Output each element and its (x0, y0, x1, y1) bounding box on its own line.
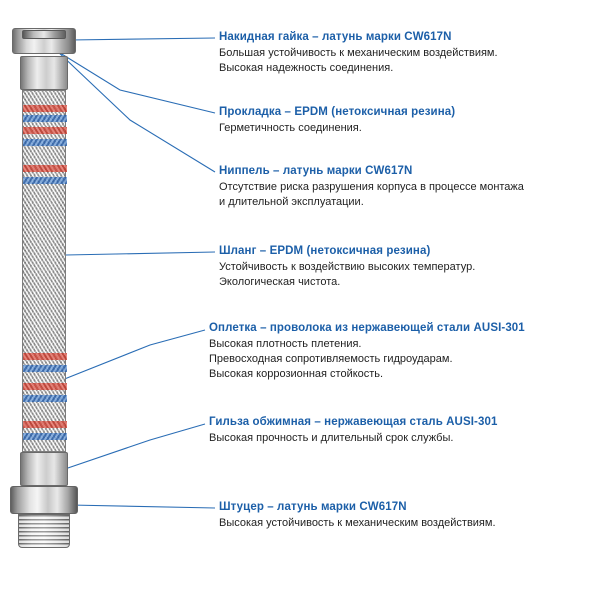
braid-stripe-red (23, 421, 67, 428)
callout-nipple (219, 165, 524, 210)
braid-stripe-red (23, 353, 67, 360)
part-braid (22, 90, 66, 452)
braid-stripe-blue (23, 115, 67, 122)
callout-hose-line-1: Устойчивость к воздействию высоких температур. (219, 261, 476, 273)
part-fitting-thread (18, 514, 70, 548)
callout-sleeve (209, 416, 497, 446)
part-fitting-hex (10, 486, 78, 514)
braid-stripe-blue (23, 433, 67, 440)
braid-stripe-red (23, 105, 67, 112)
callout-braid-line-3: Высокая коррозионная стойкость. (209, 368, 384, 380)
callout-sleeve-line-1: Высокая прочность и длительный срок службы. (209, 432, 454, 444)
product-illustration (0, 0, 120, 600)
callout-braid-line-2: Превосходная сопротивляемость гидроударам. (209, 353, 453, 365)
part-sleeve-bottom (20, 452, 68, 486)
braid-stripe-blue (23, 177, 67, 184)
callout-hose (219, 245, 475, 290)
braid-stripe-blue (23, 365, 67, 372)
callout-sleeve-title: Гильза обжимная – нержавеющая сталь AUSI-301 (209, 416, 498, 428)
callout-nut (219, 31, 498, 76)
callout-fitting-line-1: Высокая устойчивость к механическим воздействиям. (219, 517, 496, 529)
braid-stripe-red (23, 383, 67, 390)
part-gasket (22, 30, 66, 39)
braid-stripe-red (23, 127, 67, 134)
callout-fitting (219, 501, 496, 531)
part-sleeve-top (20, 56, 68, 90)
callout-hose-line-2: Экологическая чистота. (219, 276, 341, 288)
braid-stripe-blue (23, 395, 67, 402)
callout-braid-title: Оплетка – проволока из нержавеющей стали AUSI-301 (209, 322, 525, 334)
callout-nut-line-1: Большая устойчивость к механическим воздействиям. (219, 47, 498, 59)
callout-nut-title: Накидная гайка – латунь марки CW617N (219, 31, 452, 43)
callout-fitting-title: Штуцер – латунь марки CW617N (219, 501, 407, 513)
callout-nipple-title: Ниппель – латунь марки CW617N (219, 165, 413, 177)
callout-nipple-line-2: и длительной эксплуатации. (219, 196, 364, 208)
callout-braid-line-1: Высокая плотность плетения. (209, 338, 362, 350)
callout-braid (209, 322, 525, 382)
braid-stripe-red (23, 165, 67, 172)
callout-gasket-line-1: Герметичность соединения. (219, 122, 362, 134)
callout-hose-title: Шланг – EPDM (нетоксичная резина) (219, 245, 431, 257)
callout-gasket (219, 106, 455, 136)
callout-nipple-line-1: Отсутствие риска разрушения корпуса в процессе монтажа (219, 181, 524, 193)
braid-stripe-blue (23, 139, 67, 146)
callout-nut-line-2: Высокая надежность соединения. (219, 62, 394, 74)
callout-gasket-title: Прокладка – EPDM (нетоксичная резина) (219, 106, 456, 118)
